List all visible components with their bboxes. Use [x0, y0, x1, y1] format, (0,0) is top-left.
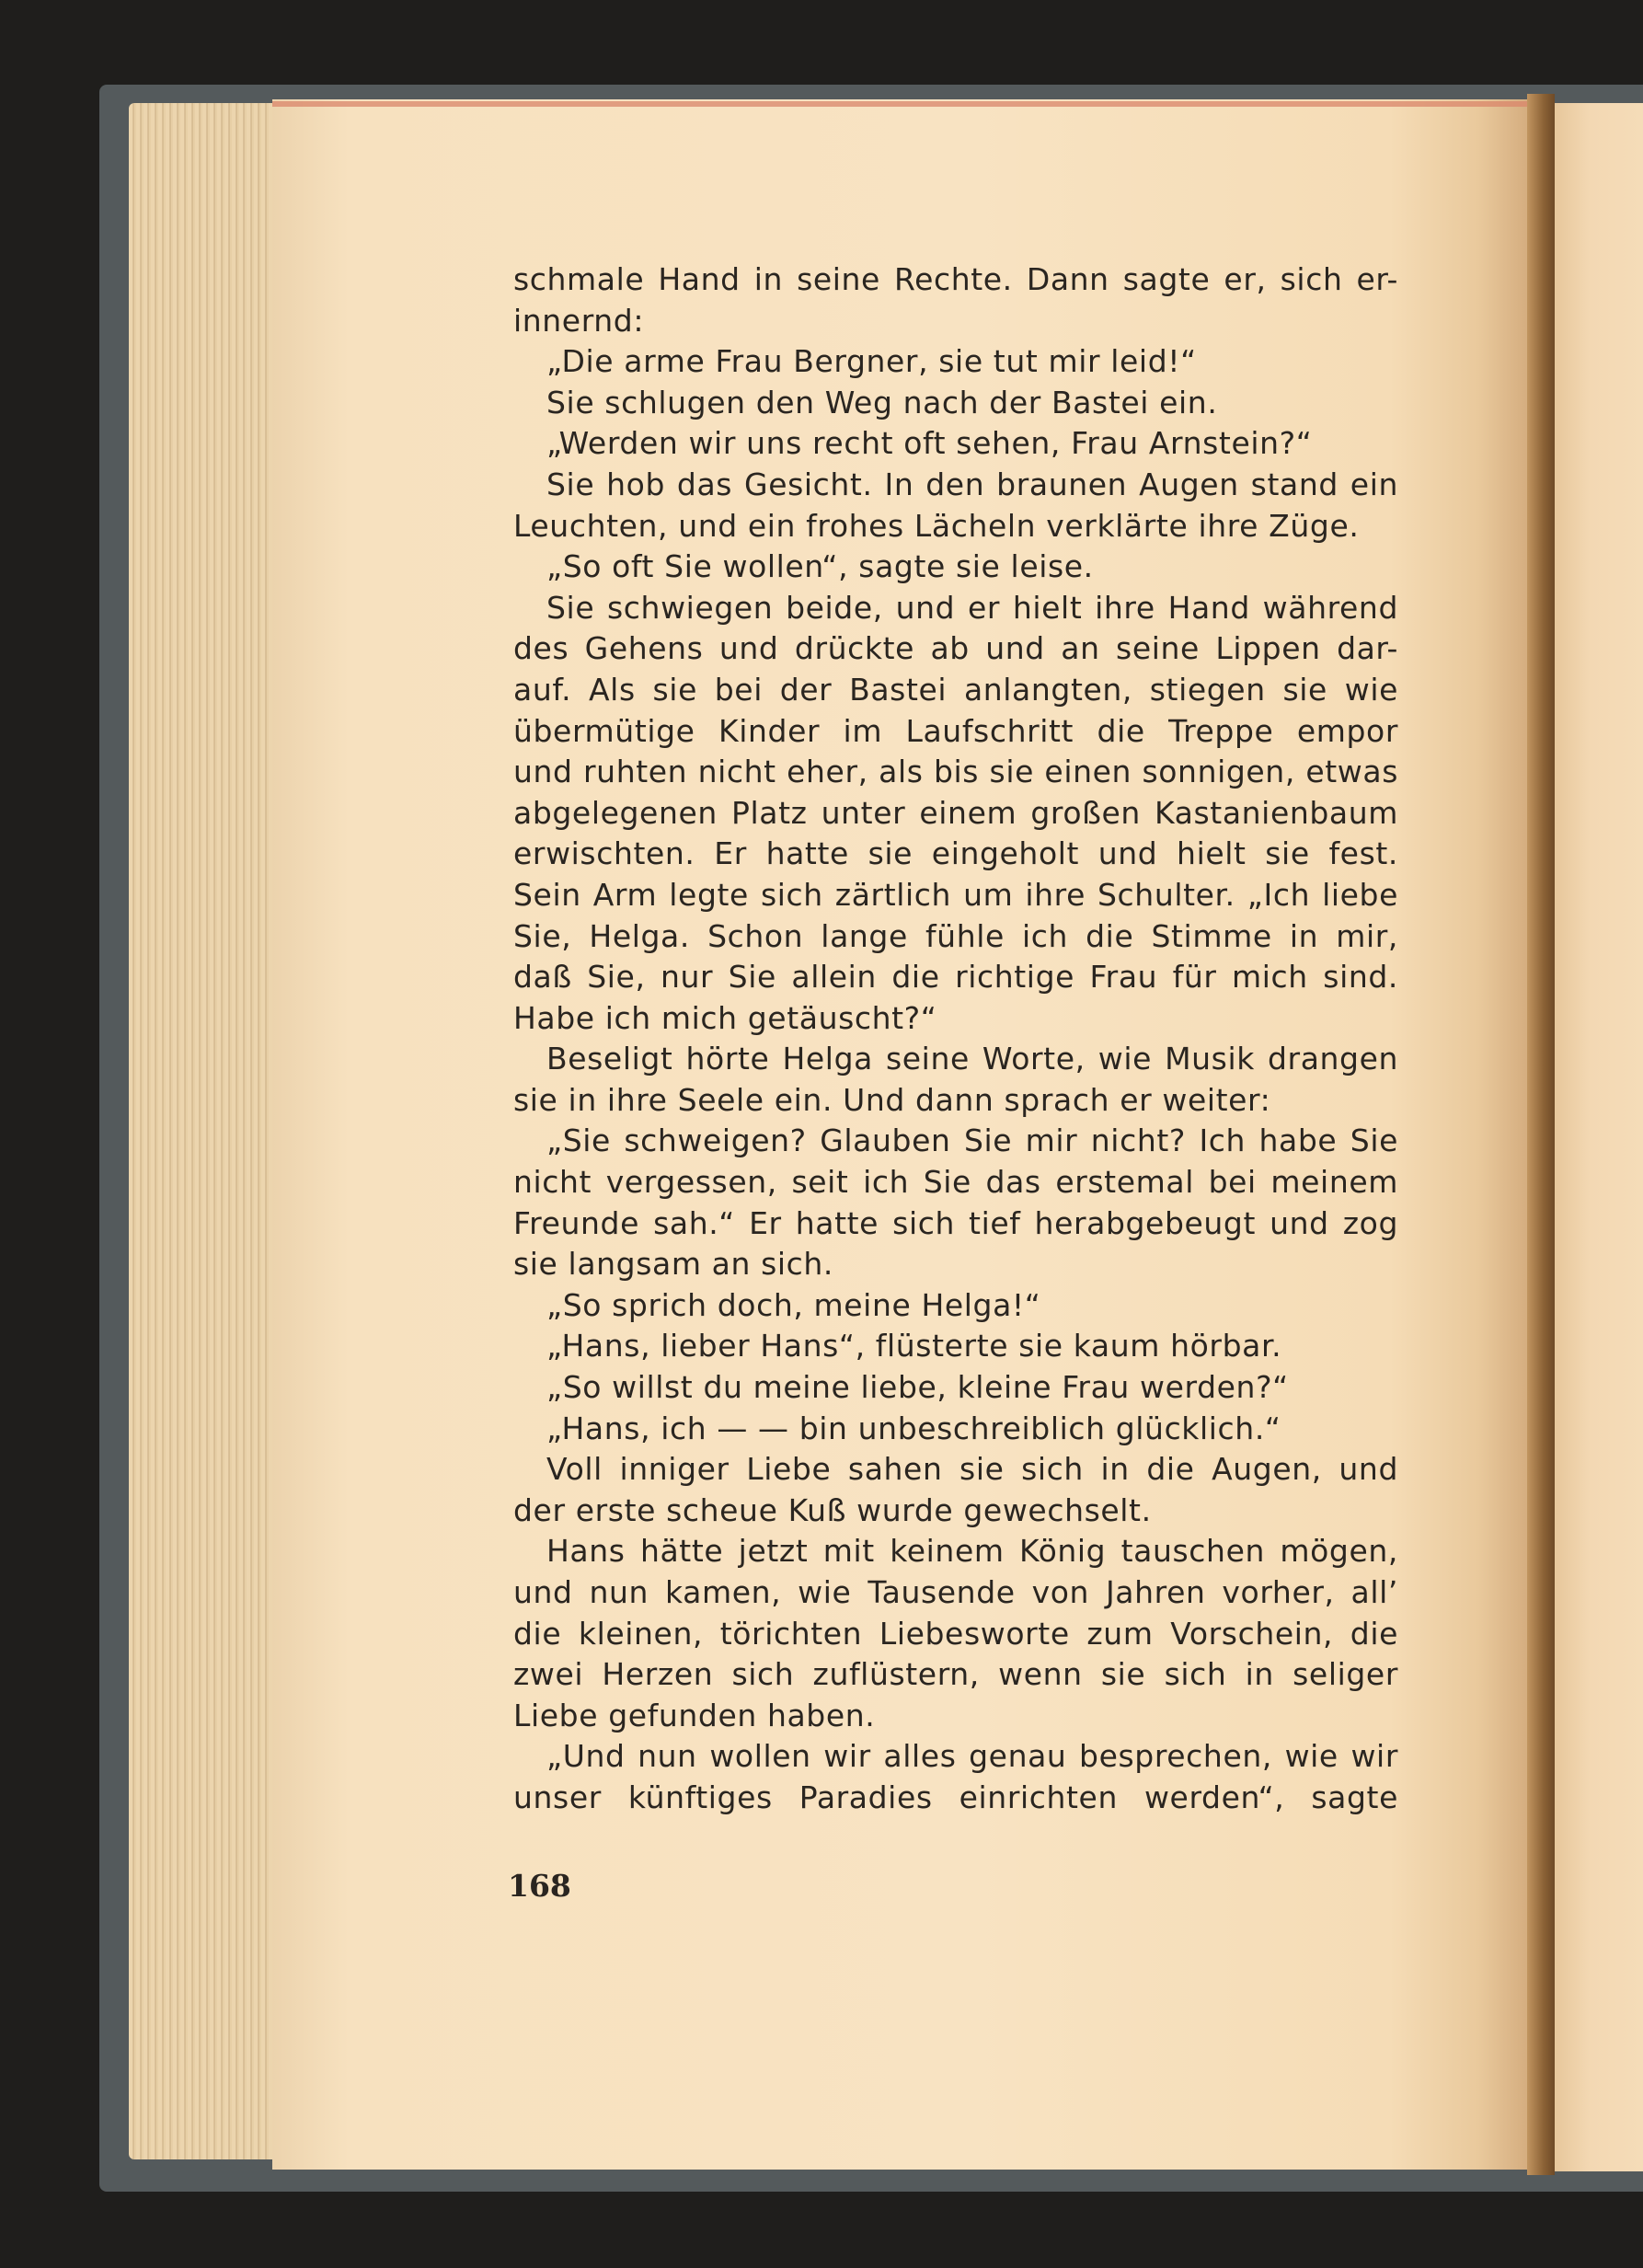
text-line: der erste scheue Kuß wurde gewechselt. [513, 1491, 1152, 1528]
text-line: sie in ihre Seele ein. Und dann sprach er weiter: [513, 1081, 1271, 1118]
text-line: Hans hätte jetzt mit keinem König tauschen mögen, [546, 1533, 1398, 1570]
text-line: „Und nun wollen wir alles genau besprechen, wie wir [546, 1738, 1398, 1775]
text-line: abgelegenen Platz unter einem großen Kastanienbaum [513, 794, 1398, 831]
text-line: Sie, Helga. Schon lange fühle ich die Stimme in mir, [513, 917, 1398, 954]
text-line: „So sprich doch, meine Helga!“ [546, 1286, 1041, 1323]
text-line: des Gehens und drückte ab und an seine Lippen dar- [513, 630, 1398, 667]
text-line: „Sie schweigen? Glauben Sie mir nicht? Ich habe Sie [546, 1122, 1398, 1159]
text-line: Sie schwiegen beide, und er hielt ihre Hand während [546, 589, 1398, 626]
text-line: Freunde sah.“ Er hatte sich tief herabgebeugt und zog [513, 1204, 1398, 1241]
next-page-edge [1555, 103, 1643, 2171]
text-line: Sein Arm legte sich zärtlich um ihre Schulter. „Ich liebe [513, 876, 1398, 913]
text-line: innernd: [513, 302, 645, 339]
text-line: „Hans, lieber Hans“, flüsterte sie kaum hörbar. [546, 1328, 1282, 1364]
text-line: Beseligt hörte Helga seine Worte, wie Musik drangen [546, 1041, 1398, 1077]
text-line: „Werden wir uns recht oft sehen, Frau Arnstein?“ [546, 425, 1313, 462]
text-line: und nun kamen, wie Tausende von Jahren vorher, all’ [513, 1574, 1398, 1610]
page-top-edge [272, 101, 1542, 107]
text-line: unser künftiges Paradies einrichten werden“, sagte [513, 1779, 1398, 1815]
text-line: erwischten. Er hatte sie eingeholt und hielt sie fest. [513, 835, 1398, 872]
text-line: „Die arme Frau Bergner, sie tut mir leid!“ [546, 343, 1197, 380]
text-line: übermütige Kinder im Laufschritt die Treppe empor [513, 712, 1398, 749]
text-line: Leuchten, und ein frohes Lächeln verklärte ihre Züge. [513, 507, 1360, 544]
text-line: zwei Herzen sich zuflüstern, wenn sie sich in seliger [513, 1656, 1398, 1693]
text-line: die kleinen, törichten Liebesworte zum Vorschein, die [513, 1615, 1398, 1652]
text-line: Habe ich mich getäuscht?“ [513, 999, 937, 1036]
text-line: „Hans, ich — — bin unbeschreiblich glücklich.“ [546, 1410, 1281, 1446]
text-line: „So oft Sie wollen“, sagte sie leise. [546, 548, 1094, 585]
text-line: „So willst du meine liebe, kleine Frau werden?“ [546, 1369, 1289, 1406]
text-line: Voll inniger Liebe sahen sie sich in die Augen, und [546, 1451, 1398, 1488]
text-line: auf. Als sie bei der Bastei anlangten, stiegen sie wie [513, 671, 1398, 708]
text-line: nicht vergessen, seit ich Sie das erstemal bei meinem [513, 1164, 1398, 1201]
text-line: schmale Hand in seine Rechte. Dann sagte er, sich er- [513, 261, 1398, 297]
text-line: Sie hob das Gesicht. In den braunen Augen stand ein [546, 466, 1398, 502]
text-line: daß Sie, nur Sie allein die richtige Frau für mich sind. [513, 959, 1398, 996]
text-line: Sie schlugen den Weg nach der Bastei ein. [546, 384, 1218, 420]
text-line: und ruhten nicht eher, als bis sie einen sonnigen, etwas [513, 754, 1398, 790]
text-line: sie langsam an sich. [513, 1246, 833, 1283]
page-text [513, 259, 1398, 1819]
page-number: 168 [508, 1868, 571, 1904]
book-gutter [1527, 94, 1555, 2175]
page-stack-edge [129, 103, 294, 2159]
text-line: Liebe gefunden haben. [513, 1697, 876, 1733]
